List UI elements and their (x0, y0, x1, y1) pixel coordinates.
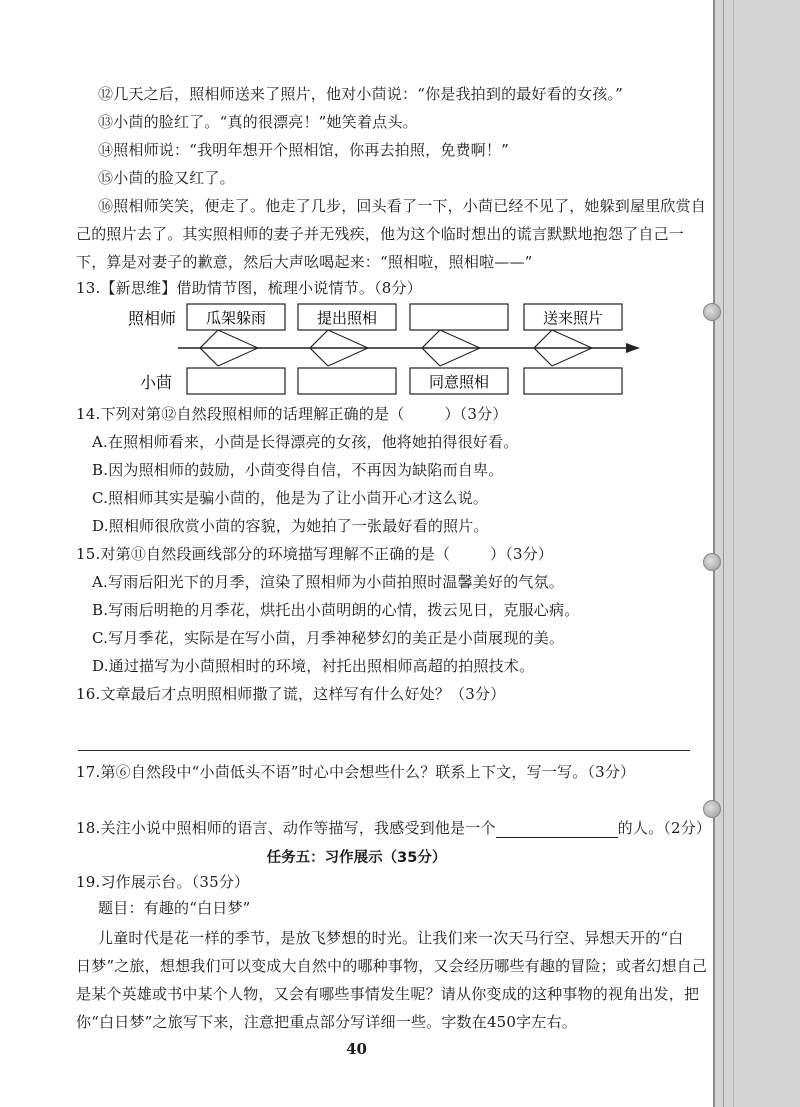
question-15-stem: 15.对第⑪自然段画线部分的环境描写理解不正确的是（ ）（3分） (76, 545, 554, 563)
question-17-stem: 17.第⑥自然段中“小茴低头不语”时心中会想些什么？联系上下文，写一写。（3分） (76, 763, 636, 781)
paragraph-14: ⑭照相师说：“我明年想开个照相馆，你再去拍照，免费啊！” (98, 141, 509, 159)
plot-diagram (0, 295, 713, 405)
plot-box-top-2-text: 提出照相 (316, 309, 378, 327)
essay-prompt-line-2: 日梦”之旅，想想我们可以变成大自然中的哪种事物，又会经历哪些有趣的冒险；或者幻想自己 (76, 957, 708, 975)
paragraph-15: ⑮小茴的脸又红了。 (98, 169, 235, 187)
question-14-stem: 14.下列对第⑫自然段照相师的话理解正确的是（ ）（3分） (76, 405, 508, 423)
paragraph-12: ⑫几天之后，照相师送来了照片，他对小茴说：“你是我拍到的最好看的女孩。” (98, 85, 624, 103)
option-14-b[interactable]: B.因为照相师的鼓励，小茴变得自信，不再因为缺陷而自卑。 (92, 461, 504, 479)
essay-prompt-line-4: 你“白日梦”之旅写下来，注意把重点部分写详细一些。字数在450字左右。 (76, 1013, 577, 1031)
binding-margin-rule (723, 0, 800, 1107)
row-label-girl: 小茴 (140, 373, 173, 392)
plot-box-bottom-1-answer[interactable] (187, 368, 285, 394)
essay-prompt-line-1: 儿童时代是花一样的季节，是放飞梦想的时光。让我们来一次天马行空、异想天开的“白 (98, 929, 684, 947)
answer-line-16[interactable] (78, 750, 690, 751)
question-19-stem: 19.习作展示台。（35分） (76, 873, 250, 891)
plot-box-top-1-text: 瓜架躲雨 (205, 309, 267, 327)
option-14-c[interactable]: C.照相师其实是骗小茴的，他是为了让小茴开心才这么说。 (92, 489, 489, 507)
answer-blank-18[interactable] (496, 822, 618, 838)
option-15-d[interactable]: D.通过描写为小茴照相时的环境，衬托出照相师高超的拍照技术。 (92, 657, 535, 675)
binding-hole-2 (703, 553, 721, 571)
plot-box-bottom-3-text: 同意照相 (428, 373, 490, 391)
option-14-d[interactable]: D.照相师很欣赏小茴的容貌，为她拍了一张最好看的照片。 (92, 517, 489, 535)
option-15-b[interactable]: B.写雨后明艳的月季花，烘托出小茴明朗的心情，拨云见日，克服心病。 (92, 601, 580, 619)
plot-box-bottom-2-answer[interactable] (298, 368, 396, 394)
timeline-arrowhead (626, 343, 640, 353)
task-5-heading: 任务五：习作展示（35分） (266, 850, 447, 866)
option-14-a[interactable]: A.在照相师看来，小茴是长得漂亮的女孩，他将她拍得很好看。 (92, 433, 519, 451)
question-13-stem: 13.【新思维】借助情节图，梳理小说情节。（8分） (76, 279, 422, 297)
row-label-photographer: 照相师 (128, 309, 177, 328)
page-number: 40 (346, 1040, 367, 1058)
question-16-stem: 16.文章最后才点明照相师撒了谎，这样写有什么好处？（3分） (76, 685, 506, 703)
essay-prompt-line-3: 是某个英雄或书中某个人物，又会有哪些事情发生呢？请从你变成的这种事物的视角出发，把 (76, 985, 700, 1003)
plot-box-top-4-text: 送来照片 (542, 309, 604, 327)
question-18-stem: 18.关注小说中照相师的语言、动作等描写，我感受到他是一个 的人。（2分） (76, 819, 712, 837)
binding-hole-3 (703, 800, 721, 818)
option-15-c[interactable]: C.写月季花，实际是在写小茴，月季神秘梦幻的美正是小茴展现的美。 (92, 629, 565, 647)
paragraph-16-line-2: 己的照片去了。其实照相师的妻子并无残疾，他为这个临时想出的谎言默默地抱怨了自己一 (76, 225, 685, 243)
essay-topic: 题目：有趣的“白日梦” (98, 899, 251, 917)
paragraph-13: ⑬小茴的脸红了。“真的很漂亮！”她笑着点头。 (98, 113, 418, 131)
paragraph-16-line-3: 下，算是对妻子的歉意，然后大声吆喝起来：“照相啦，照相啦——” (76, 253, 533, 271)
plot-box-bottom-4-answer[interactable] (524, 368, 622, 394)
option-15-a[interactable]: A.写雨后阳光下的月季，渲染了照相师为小茴拍照时温馨美好的气氛。 (92, 573, 565, 591)
paragraph-16-line-1: ⑯照相师笑笑，便走了。他走了几步，回头看了一下，小茴已经不见了，她躲到屋里欣赏自 (98, 197, 707, 215)
binding-hole-1 (703, 303, 721, 321)
plot-box-top-3-answer[interactable] (410, 304, 508, 330)
